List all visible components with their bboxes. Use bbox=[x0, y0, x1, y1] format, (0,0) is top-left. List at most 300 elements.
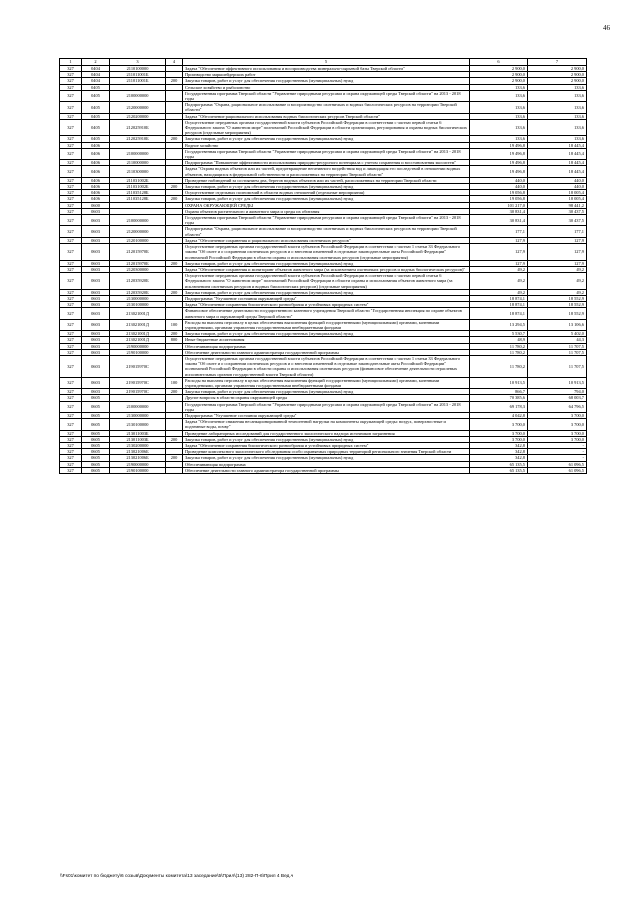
cell-amount-year-2: 18 005,4 bbox=[528, 196, 587, 202]
cell-expense-type bbox=[166, 166, 183, 177]
cell-section-code: 0406 bbox=[82, 177, 110, 183]
cell-target-article: 219015970С bbox=[110, 355, 166, 377]
cell-section-code: 0603 bbox=[82, 349, 110, 355]
cell-amount-year-2: 18 445,4 bbox=[528, 160, 587, 166]
cell-name: Расходы на выплаты персоналу в целях обеспечения выполнения функций государственными (муниципальными) органами, казенными учреждениями, органами управления государственными внебюджетными фондами bbox=[183, 377, 470, 388]
cell-name: Подпрограмма "Охрана, рациональное использование и воспроизводство охотничьих и водных биологических ресурсов на территории Тверской области" bbox=[183, 226, 470, 237]
cell-name: Задача "Обеспечение сохранения биологического разнообразия и устойчивых природных систем" bbox=[183, 443, 470, 449]
cell-admin-code: 327 bbox=[60, 455, 82, 461]
cell-section-code: 0603 bbox=[82, 266, 110, 272]
cell-section-code: 0603 bbox=[82, 289, 110, 295]
cell-name: Иные бюджетные ассигнования bbox=[183, 337, 470, 343]
cell-amount-year-2: - bbox=[528, 455, 587, 461]
cell-amount-year-2: 98 441,2 bbox=[528, 202, 587, 208]
table-row bbox=[60, 90, 587, 101]
table-row bbox=[60, 308, 587, 319]
cell-target-article: 213021001Д bbox=[110, 308, 166, 319]
cell-admin-code: 327 bbox=[60, 331, 82, 337]
cell-admin-code: 327 bbox=[60, 419, 82, 430]
cell-name: Обеспечивающая подпрограмма bbox=[183, 343, 470, 349]
cell-amount-year-1: 70 385,6 bbox=[470, 395, 528, 401]
cell-amount-year-2: 64 796,5 bbox=[528, 401, 587, 412]
cell-name: Осуществление переданных органам государственной власти субъектов Российской Федерации в соответствии с частью первой статьи 6 Федерального закона "О животном мире" полномочий Российской Федерации в области охраны и использования объектов животного мира (за исключением охотничьих ресурсов и водных биологических ресурсов) (отдельные мероприятия) bbox=[183, 273, 470, 290]
cell-target-article: 2120000000 bbox=[110, 226, 166, 237]
cell-amount-year-1: 127,9 bbox=[470, 237, 528, 243]
table-row bbox=[60, 226, 587, 237]
cell-amount-year-2: 44,3 bbox=[528, 337, 587, 343]
cell-amount-year-1: 133,6 bbox=[470, 90, 528, 101]
cell-amount-year-1: 133,6 bbox=[470, 119, 528, 136]
table-row bbox=[60, 419, 587, 430]
cell-admin-code: 327 bbox=[60, 90, 82, 101]
cell-name: Задача "Обеспечение сохранения и мониторинг объектов животного мира (за исключением охотничьих ресурсов и водных биологических ресурсов)" bbox=[183, 266, 470, 272]
cell-target-article: 2120200000 bbox=[110, 113, 166, 119]
cell-amount-year-2: 18 552,9 bbox=[528, 308, 587, 319]
cell-expense-type: 200 bbox=[166, 289, 183, 295]
cell-amount-year-2: 49,2 bbox=[528, 266, 587, 272]
cell-section-code: 0406 bbox=[82, 190, 110, 196]
cell-name: Проведение наблюдений за состоянием дна, берегов водных объектов или их частей, расположенных на территории Тверской области bbox=[183, 177, 470, 183]
cell-expense-type: 200 bbox=[166, 78, 183, 84]
cell-admin-code: 327 bbox=[60, 166, 82, 177]
cell-section-code: 0605 bbox=[82, 461, 110, 467]
cell-admin-code: 327 bbox=[60, 244, 82, 261]
cell-amount-year-1: 19 056,8 bbox=[470, 196, 528, 202]
cell-amount-year-1: 19 496,8 bbox=[470, 148, 528, 159]
header-cell-3: 3 bbox=[110, 59, 166, 66]
cell-section-code: 0406 bbox=[82, 166, 110, 177]
table-row bbox=[60, 355, 587, 377]
cell-admin-code: 327 bbox=[60, 295, 82, 301]
cell-amount-year-1: 19 496,8 bbox=[470, 160, 528, 166]
cell-amount-year-2: 3 700,0 bbox=[528, 436, 587, 442]
cell-amount-year-2: 3 700,0 bbox=[528, 412, 587, 418]
cell-name: Задача "Обеспечение рационального использования водных биологических ресурсов Тверской области" bbox=[183, 113, 470, 119]
cell-amount-year-2: 2 900,0 bbox=[528, 78, 587, 84]
cell-target-article: 213021006Б bbox=[110, 455, 166, 461]
cell-expense-type: 200 bbox=[166, 196, 183, 202]
cell-target-article: 2190000000 bbox=[110, 343, 166, 349]
cell-amount-year-2: 68 003,7 bbox=[528, 395, 587, 401]
cell-admin-code: 327 bbox=[60, 142, 82, 148]
cell-amount-year-2: 133,6 bbox=[528, 90, 587, 101]
cell-amount-year-2: 11 707,5 bbox=[528, 355, 587, 377]
cell-amount-year-2: 177,1 bbox=[528, 226, 587, 237]
cell-section-code: 0605 bbox=[82, 449, 110, 455]
cell-amount-year-1: 2 900,0 bbox=[470, 72, 528, 78]
cell-amount-year-1: 133,6 bbox=[470, 84, 528, 90]
cell-name: Закупка товаров, работ и услуг для обеспечения государственных (муниципальных) нужд bbox=[183, 78, 470, 84]
cell-amount-year-1: 18 874,1 bbox=[470, 308, 528, 319]
cell-name: Задача "Обеспечение сохранения биологического разнообразия и устойчивых природных систем" bbox=[183, 302, 470, 308]
cell-amount-year-2: 5 402,0 bbox=[528, 331, 587, 337]
cell-amount-year-1: 133,6 bbox=[470, 113, 528, 119]
cell-name: Финансовое обеспечение деятельности государственного казенного учреждения Тверской области "Государственная инспекция по охране объектов животного мира и окружающей среды Тверской области" bbox=[183, 308, 470, 319]
table-row bbox=[60, 401, 587, 412]
cell-amount-year-2: 18 445,4 bbox=[528, 148, 587, 159]
cell-name: Осуществление переданных органам государственной власти субъектов Российской Федерации в соответствии с частью 1 статьи 33 Федерального закона "Об охоте и о сохранении охотничьих ресурсов и о внесении изменений в отдельные законодательные акты Российской Федерации" полномочий Российской Федерации в области охраны и использования охотничьих ресурсов (финансовое обеспечение деятельности отраслевых исполнительных органов государственной власти Тверской области) bbox=[183, 355, 470, 377]
cell-admin-code: 327 bbox=[60, 119, 82, 136]
cell-name: Осуществление переданных органам государственной власти субъектов Российской Федерации в соответствии с частью первой статьи 6 Федерального закона "О животном мире" полномочий Российской Федерации в области организации, регулирования и охраны водных биологических ресурсов (отдельные мероприятия) bbox=[183, 119, 470, 136]
cell-name: Закупка товаров, работ и услуг для обеспечения государственных (муниципальных) нужд bbox=[183, 196, 470, 202]
cell-amount-year-1: 3 700,0 bbox=[470, 419, 528, 430]
cell-section-code: 0603 bbox=[82, 337, 110, 343]
cell-name: Другие вопросы в области охраны окружающей среды bbox=[183, 395, 470, 401]
cell-section-code: 0405 bbox=[82, 136, 110, 142]
cell-admin-code: 327 bbox=[60, 260, 82, 266]
cell-section-code: 0603 bbox=[82, 377, 110, 388]
cell-target-article: 2120100000 bbox=[110, 237, 166, 243]
cell-admin-code: 327 bbox=[60, 461, 82, 467]
cell-admin-code: 327 bbox=[60, 102, 82, 113]
cell-section-code: 0406 bbox=[82, 142, 110, 148]
cell-admin-code: 327 bbox=[60, 202, 82, 208]
cell-section-code: 0404 bbox=[82, 78, 110, 84]
budget-table bbox=[59, 58, 587, 474]
cell-amount-year-2: 10 913,5 bbox=[528, 377, 587, 388]
table-row bbox=[60, 244, 587, 261]
cell-amount-year-1: 127,9 bbox=[470, 244, 528, 261]
cell-amount-year-2: 61 096,5 bbox=[528, 461, 587, 467]
cell-section-code: 0605 bbox=[82, 443, 110, 449]
cell-section-code: 0603 bbox=[82, 273, 110, 290]
cell-amount-year-2: 133,6 bbox=[528, 84, 587, 90]
cell-amount-year-2: 18 445,4 bbox=[528, 166, 587, 177]
cell-amount-year-1: 101 217,0 bbox=[470, 202, 528, 208]
cell-target-article: 213011003Б bbox=[110, 436, 166, 442]
cell-admin-code: 327 bbox=[60, 237, 82, 243]
cell-expense-type bbox=[166, 90, 183, 101]
cell-amount-year-2: 440,0 bbox=[528, 177, 587, 183]
cell-name: Подпрограмма "Улучшение состояния окружающей среды" bbox=[183, 295, 470, 301]
footer-file-path: \\Fs01\комитет по бюджету\6 созыв\Документы комитета\13 заседание\5\Прил\(13) 282-П-6\Прил 4 Вед.ч bbox=[60, 874, 294, 879]
table-row bbox=[60, 273, 587, 290]
cell-amount-year-2: 11 707,5 bbox=[528, 343, 587, 349]
cell-target-article: 219015970С bbox=[110, 377, 166, 388]
cell-target-article: 211011001Б bbox=[110, 72, 166, 78]
cell-admin-code: 327 bbox=[60, 266, 82, 272]
cell-name: Закупка товаров, работ и услуг для обеспечения государственных (муниципальных) нужд bbox=[183, 455, 470, 461]
cell-target-article: 2190000000 bbox=[110, 461, 166, 467]
cell-target-article: 2130100000 bbox=[110, 302, 166, 308]
cell-name: Расходы на выплаты персоналу в целях обеспечения выполнения функций государственными (муниципальными) органами, казенными учреждениями, органами управления государственными внебюджетными фондами bbox=[183, 319, 470, 330]
cell-target-article: 2190100000 bbox=[110, 467, 166, 473]
cell-target-article: 211031002Б bbox=[110, 184, 166, 190]
cell-amount-year-2: 133,6 bbox=[528, 102, 587, 113]
cell-amount-year-1: 65 135,5 bbox=[470, 467, 528, 473]
cell-target-article: 212015970Б bbox=[110, 260, 166, 266]
cell-admin-code: 327 bbox=[60, 148, 82, 159]
cell-name: Задача "Обеспечение сохранения и рационального использования охотничьих ресурсов" bbox=[183, 237, 470, 243]
cell-section-code: 0603 bbox=[82, 226, 110, 237]
cell-expense-type: 200 bbox=[166, 184, 183, 190]
cell-admin-code: 327 bbox=[60, 273, 82, 290]
cell-amount-year-2: 133,6 bbox=[528, 119, 587, 136]
cell-expense-type bbox=[166, 226, 183, 237]
cell-amount-year-2: 2 900,0 bbox=[528, 66, 587, 72]
cell-target-article: 212025910Б bbox=[110, 119, 166, 136]
header-cell-7: 7 bbox=[528, 59, 587, 66]
cell-amount-year-1: 440,0 bbox=[470, 177, 528, 183]
cell-target-article: 2130000000 bbox=[110, 295, 166, 301]
table-row bbox=[60, 102, 587, 113]
cell-section-code: 0603 bbox=[82, 331, 110, 337]
cell-amount-year-1: 3 700,0 bbox=[470, 436, 528, 442]
cell-amount-year-1: 11 780,2 bbox=[470, 343, 528, 349]
cell-section-code: 0605 bbox=[82, 419, 110, 430]
cell-amount-year-1: 3 700,0 bbox=[470, 430, 528, 436]
cell-name: Закупка товаров, работ и услуг для обеспечения государственных (муниципальных) нужд bbox=[183, 389, 470, 395]
cell-name: Задача "Обеспечение снижения несанкционированной техногенной нагрузки на компоненты окружающей среды: воздух, поверхностные и подземные воды, почву" bbox=[183, 419, 470, 430]
cell-section-code: 0600 bbox=[82, 202, 110, 208]
cell-target-article: 2100000000 bbox=[110, 215, 166, 226]
cell-target-article: 2190100000 bbox=[110, 349, 166, 355]
cell-admin-code: 327 bbox=[60, 66, 82, 72]
cell-section-code: 0605 bbox=[82, 436, 110, 442]
cell-amount-year-2: 3 700,0 bbox=[528, 430, 587, 436]
cell-amount-year-1: 2 900,0 bbox=[470, 66, 528, 72]
cell-name: Сельское хозяйство и рыболовство bbox=[183, 84, 470, 90]
cell-section-code: 0603 bbox=[82, 244, 110, 261]
cell-expense-type bbox=[166, 215, 183, 226]
cell-admin-code: 327 bbox=[60, 289, 82, 295]
cell-admin-code: 327 bbox=[60, 136, 82, 142]
cell-expense-type bbox=[166, 102, 183, 113]
cell-expense-type bbox=[166, 308, 183, 319]
cell-section-code: 0405 bbox=[82, 119, 110, 136]
cell-expense-type bbox=[166, 119, 183, 136]
header-cell-1: 1 bbox=[60, 59, 82, 66]
cell-amount-year-1: 342,8 bbox=[470, 455, 528, 461]
cell-expense-type: 100 bbox=[166, 377, 183, 388]
cell-name: Закупка товаров, работ и услуг для обеспечения государственных (муниципальных) нужд bbox=[183, 260, 470, 266]
cell-name: Закупка товаров, работ и услуг для обеспечения государственных (муниципальных) нужд bbox=[183, 136, 470, 142]
cell-section-code: 0605 bbox=[82, 430, 110, 436]
cell-name: ОХРАНА ОКРУЖАЮЩЕЙ СРЕДЫ bbox=[183, 202, 470, 208]
cell-name: Обеспечение деятельности главного администратора государственной программы bbox=[183, 349, 470, 355]
cell-amount-year-1: 342,8 bbox=[470, 449, 528, 455]
cell-amount-year-1: 49,2 bbox=[470, 289, 528, 295]
cell-section-code: 0405 bbox=[82, 102, 110, 113]
cell-name: Проведение лабораторных исследований для государственного экологического надзора источников загрязнения bbox=[183, 430, 470, 436]
cell-section-code: 0404 bbox=[82, 66, 110, 72]
cell-name: Водное хозяйство bbox=[183, 142, 470, 148]
cell-admin-code: 327 bbox=[60, 395, 82, 401]
cell-expense-type: 100 bbox=[166, 319, 183, 330]
cell-section-code: 0603 bbox=[82, 343, 110, 349]
table-row bbox=[60, 377, 587, 388]
cell-name: Закупка товаров, работ и услуг для обеспечения государственных (муниципальных) нужд bbox=[183, 289, 470, 295]
cell-target-article: 211035128Б bbox=[110, 190, 166, 196]
cell-target-article: 2130100000 bbox=[110, 419, 166, 430]
header-cell-2: 2 bbox=[82, 59, 110, 66]
cell-target-article: 211031002Б bbox=[110, 177, 166, 183]
cell-admin-code: 327 bbox=[60, 412, 82, 418]
cell-amount-year-1: 69 178,3 bbox=[470, 401, 528, 412]
cell-amount-year-1: 30 831,4 bbox=[470, 215, 528, 226]
cell-target-article: 2120300000 bbox=[110, 266, 166, 272]
cell-section-code: 0603 bbox=[82, 208, 110, 214]
cell-amount-year-1: 133,6 bbox=[470, 136, 528, 142]
cell-target-article: 2130000000 bbox=[110, 412, 166, 418]
cell-amount-year-2: 11 707,5 bbox=[528, 349, 587, 355]
cell-section-code: 0405 bbox=[82, 113, 110, 119]
cell-admin-code: 327 bbox=[60, 226, 82, 237]
cell-amount-year-1: 18 874,1 bbox=[470, 295, 528, 301]
cell-admin-code: 327 bbox=[60, 72, 82, 78]
cell-name: Государственная программа Тверской области "Управление природными ресурсами и охрана окружающей среды Тверской области" на 2013 - 2018 годы bbox=[183, 401, 470, 412]
cell-amount-year-2: 133,6 bbox=[528, 113, 587, 119]
cell-amount-year-2: 30 437,5 bbox=[528, 215, 587, 226]
cell-admin-code: 327 bbox=[60, 308, 82, 319]
cell-target-article: 213021006Б bbox=[110, 449, 166, 455]
cell-amount-year-2: 18 445,4 bbox=[528, 142, 587, 148]
cell-section-code: 0603 bbox=[82, 355, 110, 377]
cell-admin-code: 327 bbox=[60, 215, 82, 226]
cell-amount-year-2: 127,9 bbox=[528, 260, 587, 266]
cell-amount-year-2: 18 552,9 bbox=[528, 302, 587, 308]
cell-name: Охрана объектов растительного и животного мира и среды их обитания bbox=[183, 208, 470, 214]
cell-section-code: 0603 bbox=[82, 295, 110, 301]
cell-amount-year-2: 127,9 bbox=[528, 237, 587, 243]
cell-admin-code: 327 bbox=[60, 84, 82, 90]
cell-admin-code: 327 bbox=[60, 208, 82, 214]
cell-amount-year-1: 2 900,0 bbox=[470, 78, 528, 84]
cell-amount-year-1: 5 530,7 bbox=[470, 331, 528, 337]
cell-section-code: 0603 bbox=[82, 308, 110, 319]
cell-admin-code: 327 bbox=[60, 190, 82, 196]
page-number: 46 bbox=[603, 24, 610, 32]
cell-expense-type: 200 bbox=[166, 455, 183, 461]
cell-admin-code: 327 bbox=[60, 401, 82, 412]
header-cell-5: 5 bbox=[183, 59, 470, 66]
cell-target-article: 213021001Д bbox=[110, 337, 166, 343]
cell-admin-code: 327 bbox=[60, 177, 82, 183]
cell-amount-year-1: 65 135,5 bbox=[470, 461, 528, 467]
cell-name: Государственная программа Тверской области "Управление природными ресурсами и охрана окружающей среды Тверской области" на 2013 - 2018 годы bbox=[183, 90, 470, 101]
cell-admin-code: 327 bbox=[60, 302, 82, 308]
cell-name: Проведение комплексного экологического обследования особо охраняемых природных территорий регионального значения Тверской области bbox=[183, 449, 470, 455]
cell-admin-code: 327 bbox=[60, 436, 82, 442]
cell-expense-type bbox=[166, 401, 183, 412]
cell-expense-type bbox=[166, 148, 183, 159]
cell-amount-year-1: 342,8 bbox=[470, 443, 528, 449]
table-row bbox=[60, 467, 587, 473]
cell-section-code: 0406 bbox=[82, 160, 110, 166]
cell-section-code: 0406 bbox=[82, 148, 110, 159]
cell-name: Осуществление переданных органам государственной власти субъектов Российской Федерации в соответствии с частью 1 статьи 33 Федерального закона "Об охоте и о сохранении охотничьих ресурсов и о внесении изменений в отдельные законодательные акты Российской Федерации" полномочий Российской Федерации в области охраны и использования охотничьих ресурсов (отдельные мероприятия) bbox=[183, 244, 470, 261]
cell-name: Подпрограмма "Охрана, рациональное использование и воспроизводство охотничьих и водных биологических ресурсов на территории Тверской области" bbox=[183, 102, 470, 113]
cell-amount-year-1: 4 042,8 bbox=[470, 412, 528, 418]
cell-amount-year-1: 19 056,8 bbox=[470, 190, 528, 196]
cell-amount-year-1: 11 780,2 bbox=[470, 349, 528, 355]
cell-section-code: 0605 bbox=[82, 467, 110, 473]
table-row bbox=[60, 148, 587, 159]
cell-amount-year-2: 49,2 bbox=[528, 273, 587, 290]
cell-expense-type bbox=[166, 419, 183, 430]
cell-section-code: 0605 bbox=[82, 401, 110, 412]
cell-name: Задача "Обеспечение эффективного использования и воспроизводства минерально-сырьевой базы Тверской области" bbox=[183, 66, 470, 72]
cell-name: Государственная программа Тверской области "Управление природными ресурсами и охрана окружающей среды Тверской области" на 2013 - 2018 годы bbox=[183, 148, 470, 159]
cell-target-article: 212025910Б bbox=[110, 136, 166, 142]
cell-amount-year-1: 440,0 bbox=[470, 184, 528, 190]
cell-admin-code: 327 bbox=[60, 467, 82, 473]
cell-target-article: 2100000000 bbox=[110, 148, 166, 159]
cell-amount-year-1: 866,7 bbox=[470, 389, 528, 395]
cell-amount-year-2: 30 437,5 bbox=[528, 208, 587, 214]
cell-target-article: 211035128Б bbox=[110, 196, 166, 202]
cell-section-code: 0603 bbox=[82, 215, 110, 226]
header-row bbox=[60, 59, 587, 66]
cell-admin-code: 327 bbox=[60, 349, 82, 355]
cell-amount-year-1: 49,2 bbox=[470, 273, 528, 290]
cell-name: Закупка товаров, работ и услуг для обеспечения государственных (муниципальных) нужд bbox=[183, 436, 470, 442]
cell-amount-year-2: 794,0 bbox=[528, 389, 587, 395]
cell-section-code: 0404 bbox=[82, 72, 110, 78]
cell-admin-code: 327 bbox=[60, 184, 82, 190]
cell-amount-year-1: 19 496,8 bbox=[470, 142, 528, 148]
cell-amount-year-2: 3 700,0 bbox=[528, 419, 587, 430]
cell-amount-year-1: 30 831,4 bbox=[470, 208, 528, 214]
cell-amount-year-1: 49,2 bbox=[470, 266, 528, 272]
cell-target-article: 212035920Б bbox=[110, 273, 166, 290]
cell-section-code: 0406 bbox=[82, 196, 110, 202]
cell-admin-code: 327 bbox=[60, 377, 82, 388]
cell-amount-year-1: 19 496,8 bbox=[470, 166, 528, 177]
cell-name: Государственная программа Тверской области "Управление природными ресурсами и охрана окружающей среды Тверской области" на 2013 - 2018 годы bbox=[183, 215, 470, 226]
cell-target-article: 2120000000 bbox=[110, 102, 166, 113]
cell-target-article: 2110100000 bbox=[110, 66, 166, 72]
cell-target-article: 213011003Б bbox=[110, 430, 166, 436]
table-body bbox=[60, 66, 587, 474]
cell-expense-type: 200 bbox=[166, 331, 183, 337]
cell-admin-code: 327 bbox=[60, 449, 82, 455]
cell-section-code: 0405 bbox=[82, 90, 110, 101]
header-cell-6: 6 bbox=[470, 59, 528, 66]
cell-target-article: 219015970С bbox=[110, 389, 166, 395]
cell-target-article: 2100000000 bbox=[110, 401, 166, 412]
cell-section-code: 0603 bbox=[82, 389, 110, 395]
cell-amount-year-1: 11 780,2 bbox=[470, 355, 528, 377]
cell-section-code: 0406 bbox=[82, 184, 110, 190]
cell-expense-type: 200 bbox=[166, 136, 183, 142]
cell-amount-year-2: 440,0 bbox=[528, 184, 587, 190]
cell-target-article: 212035920Б bbox=[110, 289, 166, 295]
cell-section-code: 0603 bbox=[82, 260, 110, 266]
cell-name: Осуществление отдельных полномочий в области водных отношений (отдельные мероприятия) bbox=[183, 190, 470, 196]
cell-amount-year-2: 49,2 bbox=[528, 289, 587, 295]
cell-amount-year-1: 48,9 bbox=[470, 337, 528, 343]
cell-admin-code: 327 bbox=[60, 160, 82, 166]
cell-section-code: 0605 bbox=[82, 455, 110, 461]
cell-expense-type: 200 bbox=[166, 389, 183, 395]
cell-expense-type bbox=[166, 467, 183, 473]
table-row bbox=[60, 166, 587, 177]
cell-amount-year-2: 13 106,6 bbox=[528, 319, 587, 330]
cell-target-article: 2110000000 bbox=[110, 160, 166, 166]
cell-admin-code: 327 bbox=[60, 389, 82, 395]
cell-amount-year-2: 2 900,0 bbox=[528, 72, 587, 78]
cell-name: Обеспечение деятельности главного администратора государственной программы bbox=[183, 467, 470, 473]
cell-target-article: 212015970Б bbox=[110, 244, 166, 261]
cell-expense-type: 200 bbox=[166, 260, 183, 266]
cell-section-code: 0605 bbox=[82, 395, 110, 401]
cell-name: Закупка товаров, работ и услуг для обеспечения государственных (муниципальных) нужд bbox=[183, 331, 470, 337]
cell-amount-year-1: 177,1 bbox=[470, 226, 528, 237]
cell-admin-code: 327 bbox=[60, 319, 82, 330]
cell-section-code: 0603 bbox=[82, 319, 110, 330]
cell-name: Производство маркшейдерских работ bbox=[183, 72, 470, 78]
